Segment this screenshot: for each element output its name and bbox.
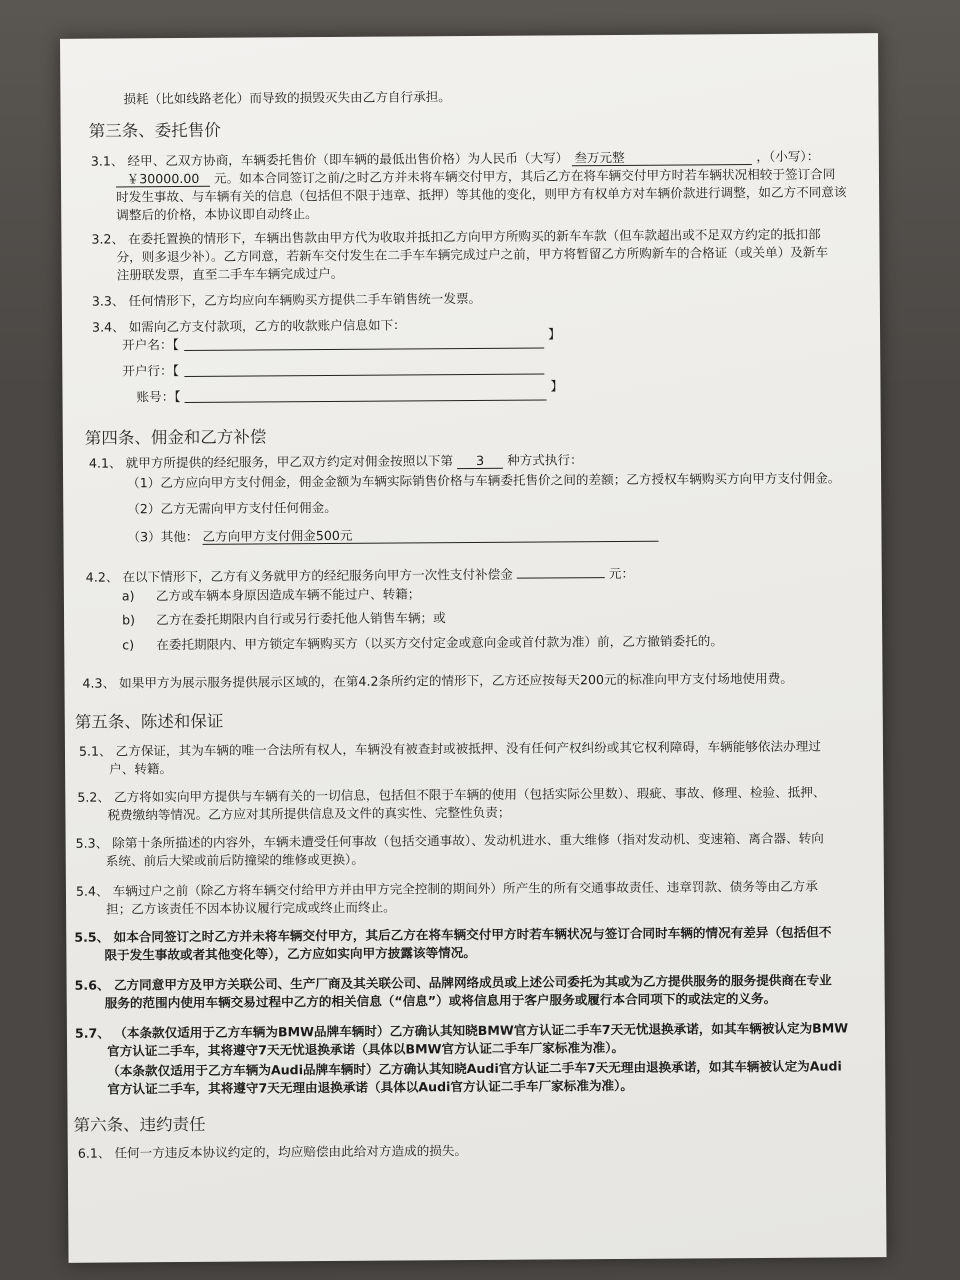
clause-4-3 <box>82 670 793 692</box>
clause-3-2-text-a: 在委托置换的情形下，车辆出售款由甲方代为收取并抵扣乙方向甲方所购买的新车车款（但车款超出或不足双方约定的抵扣部 <box>127 226 821 247</box>
option-2: （2）乙方无需向甲方支付任何佣金。 <box>127 499 337 517</box>
clause-3-3 <box>92 290 481 310</box>
clause-5-7-line-1 <box>75 1019 848 1041</box>
clause-5-4-number: 5.4、 <box>75 883 109 899</box>
clause-3-3-text: 任何情形下，乙方均应向车辆购买方提供二手车销售统一发票。 <box>128 290 482 309</box>
clause-5-7-line-2: 官方认证二手车，其将遵守7天无忧退换承诺（具体以BMW官方认证二手车厂家标准为准）。 <box>107 1039 625 1059</box>
clause-3-1-text-b: ，（小写）： <box>756 148 820 164</box>
account-number-blank <box>185 399 547 403</box>
price-lowercase-field: ￥30000.00 <box>116 170 210 188</box>
clause-5-6-text-a: 乙方同意甲方及甲方关联公司、生产厂商及其关联公司、品牌网络成员或上述公司委托为其或为乙方提供服务的服务提供商在专业 <box>113 972 832 993</box>
top-line: 损耗（比如线路老化）而导致的损毁灭失由乙方自行承担。 <box>123 89 451 107</box>
clause-5-5-line-1 <box>74 923 831 945</box>
article-3-title: 第三条、委托售价 <box>88 120 221 141</box>
account-name-bracket-close: 】 <box>548 326 561 342</box>
clause-5-5-number: 5.5、 <box>74 929 110 945</box>
clause-5-1-line-2: 户、转籍。 <box>109 761 173 777</box>
clause-6-1-text: 任何一方违反本协议约定的，均应赔偿由此给对方造成的损失。 <box>114 1143 468 1161</box>
clause-5-2-text-a: 乙方将如实向甲方提供与车辆有关的一切信息，包括但不限于车辆的使用（包括实际公里数）、瑕疵、事故、修理、检验、抵押、 <box>113 784 826 805</box>
item-c-label: c) <box>122 637 135 653</box>
clause-5-2-line-2: 税费缴纳等情况。乙方应对其所提供信息及文件的真实性、完整性负责； <box>107 804 511 823</box>
clause-5-6-number: 5.6、 <box>74 977 110 993</box>
clause-4-2-text-a: 在以下情形下，乙方有义务就甲方的经纪服务向甲方一次性支付补偿金 <box>122 566 513 585</box>
price-uppercase-field: 叁万元整 <box>572 148 752 166</box>
clause-5-4-line-2: 担；乙方该责任不因本协议履行完成或终止而终止。 <box>106 899 396 917</box>
clause-5-4-text-a: 车辆过户之前（除乙方将车辆交付给甲方并由甲方完全控制的期间外）所产生的所有交通事故责任、违章罚款、债务等由乙方承 <box>112 878 818 899</box>
clause-3-2-line-3: 注册联发票，直至二手车车辆完成过户。 <box>116 265 344 283</box>
item-a-text: 乙方或车辆本身原因造成车辆不能过户、转籍； <box>155 586 421 604</box>
clause-4-2 <box>86 561 634 586</box>
clause-5-6-line-2: 服务的范围内使用车辆交易过程中乙方的相关信息（“信息”）或将信息用于客户服务或履行本合同项下的或法定的义务。 <box>104 990 777 1011</box>
clause-5-1-text-a: 乙方保证，其为车辆的唯一合法所有权人，车辆没有被查封或被抵押、没有任何产权纠纷或其它权利障碍，车辆能够依法办理过 <box>115 738 821 759</box>
item-a-label: a) <box>121 588 135 604</box>
clause-3-4 <box>92 316 406 335</box>
clause-4-2-number: 4.2、 <box>85 569 119 585</box>
contract-page <box>60 33 887 1263</box>
clause-4-1-number: 4.1、 <box>88 455 122 471</box>
clause-5-2-number: 5.2、 <box>77 789 110 805</box>
clause-4-1 <box>89 451 583 471</box>
clause-5-1-number: 5.1、 <box>78 743 112 759</box>
clause-5-7-text-a: （本条款仅适用于乙方车辆为BMW品牌车辆时）乙方确认其知晓BMW官方认证二手车7天无忧退换承诺，如其车辆被认定为BMW <box>114 1020 849 1041</box>
article-6-title: 第六条、违约责任 <box>73 1114 206 1135</box>
item-c-text: 在委托期限内、甲方锁定车辆购买方（以买方交付定金或意向金或首付款为准）前，乙方撤销委托的。 <box>156 633 723 653</box>
clause-3-2-number: 3.2、 <box>91 231 125 247</box>
clause-5-3-line-1 <box>76 830 824 852</box>
article-5-title: 第五条、陈述和保证 <box>74 711 224 732</box>
account-name-label: 开户名：【 <box>122 337 179 353</box>
clause-6-1 <box>78 1142 467 1162</box>
clause-3-1-number: 3.1、 <box>90 153 124 169</box>
clause-3-1-text-a: 经甲、乙双方协商，车辆委托售价（即车辆的最低出售价格）为人民币（大写） <box>127 150 569 169</box>
clause-4-2-text-b: 元： <box>608 565 635 582</box>
clause-3-4-text: 如需向乙方支付款项，乙方的收款账户信息如下： <box>128 317 406 335</box>
option-3 <box>127 525 658 546</box>
clause-5-2-line-1 <box>77 784 825 806</box>
account-number-bracket-close: 】 <box>550 378 564 394</box>
option-3-value: 乙方向甲方支付佣金500元 <box>202 525 658 545</box>
account-number-label: 账号：【 <box>136 389 181 405</box>
clause-5-7-number: 5.7、 <box>74 1025 110 1041</box>
clause-5-3-number: 5.3、 <box>75 835 109 851</box>
clause-5-4-line-1 <box>76 878 818 900</box>
commission-method-field: 3 <box>457 452 503 469</box>
item-b-label: b) <box>122 612 136 628</box>
clause-5-3-line-2: 系统、前后大梁或前后防撞梁的维修或更换）。 <box>105 851 364 869</box>
clause-3-3-number: 3.3、 <box>91 293 125 309</box>
clause-3-4-number: 3.4、 <box>91 319 125 335</box>
clause-5-5-line-2: 限于发生事故或者其他变化等），乙方应如实向甲方披露该等情况。 <box>104 944 476 963</box>
option-3-label: （3）其他： <box>127 528 199 545</box>
clause-3-1-line-3: 时发生事故、与车辆有关的信息（包括但不限于违章、抵押）等其他的变化，则甲方有权单方对车辆价款进行调整，如乙方不同意该 <box>116 184 847 205</box>
clause-3-1-text-c: 元。如本合同签订之前/之时乙方并未将车辆交付甲方，其后乙方在将车辆交付甲方时若车辆状况相较于签订合同 <box>213 166 836 186</box>
clause-5-7-line-3: （本条款仅适用于乙方车辆为Audi品牌车辆时）乙方确认其知晓Audi官方认证二手车7天无理由退换承诺，如其车辆被认定为Audi <box>107 1058 842 1079</box>
clause-4-1-text-a: 就甲方所提供的经纪服务，甲乙双方约定对佣金按照以下第 <box>125 453 454 471</box>
article-4-title: 第四条、佣金和乙方补偿 <box>84 427 267 448</box>
compensation-amount-field <box>517 561 605 579</box>
clause-4-3-number: 4.3、 <box>82 675 116 691</box>
clause-3-2-line-2: 分，则多退少补）。乙方同意，若新车交付发生在二手车车辆完成过户之前，甲方将暂留乙方所购新车的合格证（或关单）及新车 <box>116 244 829 265</box>
clause-5-5-text-a: 如本合同签订之时乙方并未将车辆交付甲方，其后乙方在将车辆交付甲方时若车辆状况与签订合同时车辆的情况有差异（包括但不 <box>113 924 832 945</box>
item-b-text: 乙方在委托期限内自行或另行委托他人销售车辆；或 <box>156 610 446 628</box>
option-1: （1）乙方应向甲方支付佣金，佣金金额为车辆实际销售价格与车辆委托售价之间的差额；乙方授权车辆购买方向甲方支付佣金。 <box>127 470 841 491</box>
clause-4-1-text-b: 种方式执行： <box>507 452 583 468</box>
clause-5-7-line-4: 官方认证二手车，其将遵守7天无理由退换承诺（具体以Audi官方认证二手车厂家标准为准）。 <box>107 1077 634 1097</box>
account-bank-blank <box>184 373 544 377</box>
clause-5-3-text-a: 除第十条所描述的内容外，车辆未遭受任何事故（包括交通事故）、发动机进水、重大维修（指对发动机、变速箱、离合器、转向 <box>112 830 824 851</box>
clause-4-3-text: 如果甲方为展示服务提供展示区域的，在第4.2条所约定的情形下，乙方还应按每天200元的标准向甲方支付场地使用费。 <box>119 670 793 691</box>
account-bank-label: 开户行：【 <box>122 363 180 379</box>
clause-5-1-line-1 <box>79 738 821 760</box>
clause-6-1-number: 6.1、 <box>77 1145 111 1161</box>
clause-3-1-line-4: 调整后的价格，本协议即自动终止。 <box>116 206 318 223</box>
account-name-blank <box>184 347 544 351</box>
